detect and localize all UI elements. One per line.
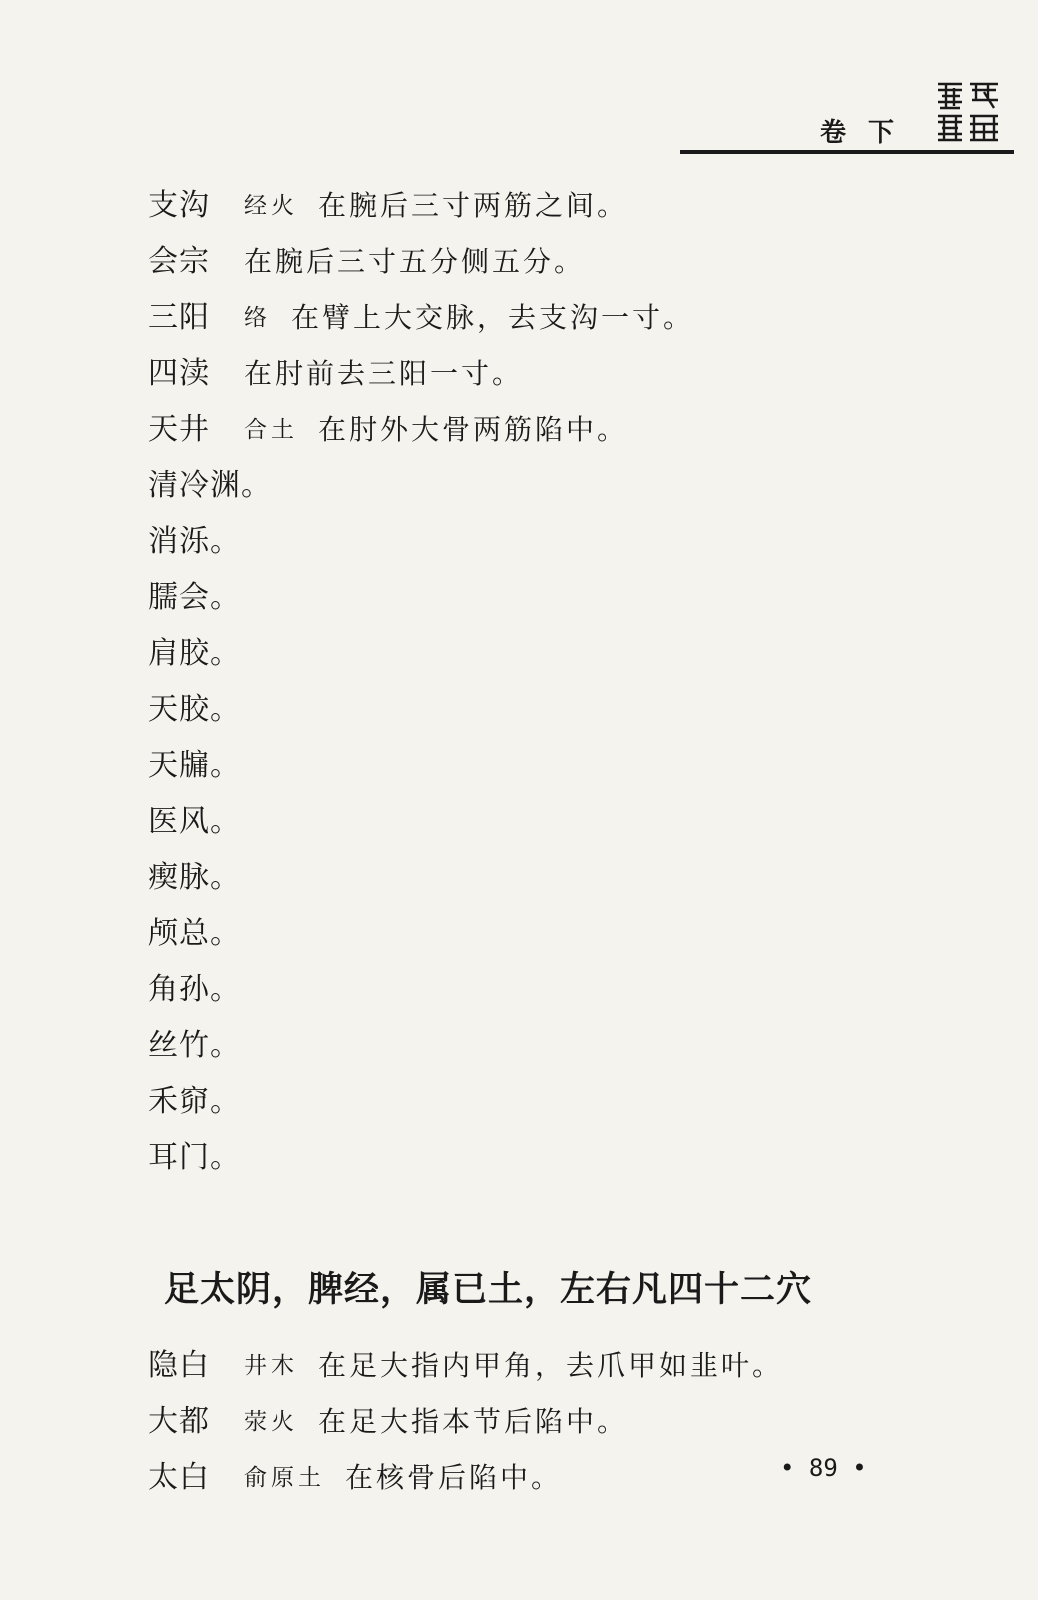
acupoint-line [148, 682, 1008, 738]
acupoint-name: 颅总。 [148, 916, 241, 951]
acupoint-name: 臑会。 [148, 580, 241, 615]
acupoint-name: 消泺。 [148, 524, 241, 559]
acupoint-line [148, 850, 1008, 906]
header-rule [680, 150, 1014, 154]
acupoint-line [148, 346, 1008, 402]
acupoint-location: 在足大指内甲角，去爪甲如韭叶。 [318, 1349, 784, 1382]
page-number: • 89 • [780, 1454, 867, 1482]
acupoint-name: 耳门。 [148, 1140, 241, 1175]
acupoint-line [148, 738, 1008, 794]
acupoint-line [148, 514, 1008, 570]
acupoint-name: 大都 [148, 1404, 210, 1439]
acupoint-name: 天胶。 [148, 692, 241, 727]
acupoint-name: 支沟 [148, 188, 210, 223]
acupoint-line [148, 1338, 1008, 1394]
acupoint-line [148, 962, 1008, 1018]
acupoint-location: 在腕后三寸五分侧五分。 [244, 245, 586, 278]
acupoint-line [148, 178, 1008, 234]
acupoint-location: 在肘前去三阳一寸。 [244, 357, 524, 390]
acupoint-name: 三阳 [148, 300, 210, 335]
acupoint-name: 隐白 [148, 1348, 210, 1383]
acupoint-attribute: 络 [244, 305, 271, 331]
acupoint-location: 在核骨后陷中。 [345, 1461, 563, 1494]
seal-stamp-icon [932, 78, 1004, 144]
acupoint-name: 天牖。 [148, 748, 241, 783]
acupoint-name: 丝竹。 [148, 1028, 241, 1063]
acupoint-name: 禾窌。 [148, 1084, 241, 1119]
acupoint-name: 瘈脉。 [148, 860, 241, 895]
acupoint-name: 太白 [148, 1460, 210, 1495]
acupoint-name: 四渎 [148, 356, 210, 391]
acupoint-name: 角孙。 [148, 972, 241, 1007]
acupoint-attribute: 荥火 [244, 1409, 298, 1435]
acupoint-attribute: 合土 [244, 417, 298, 443]
acupoint-attribute: 俞原土 [244, 1465, 325, 1491]
acupoint-name: 医风。 [148, 804, 241, 839]
acupoint-line [148, 458, 1008, 514]
section-heading: 足太阴，脾经，属已土，左右凡四十二穴 [163, 1269, 812, 1310]
volume-label: 卷下 [820, 118, 917, 148]
acupoint-line [148, 1450, 1008, 1506]
acupoint-line [148, 794, 1008, 850]
acupoint-line [148, 1394, 1008, 1450]
acupoint-line [148, 906, 1008, 962]
acupoint-location: 在肘外大骨两筋陷中。 [318, 413, 629, 446]
acupoint-line [148, 626, 1008, 682]
acupoint-location: 在腕后三寸两筋之间。 [318, 189, 629, 222]
page-content [148, 178, 1008, 1506]
acupoint-location: 在臂上大交脉，去支沟一寸。 [291, 301, 695, 334]
acupoint-attribute: 经火 [244, 193, 298, 219]
acupoint-name: 天井 [148, 412, 210, 447]
acupoint-name: 肩胶。 [148, 636, 241, 671]
acupoint-name: 会宗 [148, 244, 210, 279]
acupoint-line [148, 1130, 1008, 1186]
acupoint-line [148, 570, 1008, 626]
acupoint-attribute: 井木 [244, 1353, 298, 1379]
page-header [0, 0, 1038, 170]
acupoint-line [148, 290, 1008, 346]
acupoint-location: 在足大指本节后陷中。 [318, 1405, 629, 1438]
acupoint-line [148, 234, 1008, 290]
section-spacer [148, 1186, 1008, 1242]
acupoint-name: 清冷渊。 [148, 468, 272, 503]
acupoint-line [148, 1018, 1008, 1074]
acupoint-line [148, 402, 1008, 458]
acupoint-line [148, 1074, 1008, 1130]
